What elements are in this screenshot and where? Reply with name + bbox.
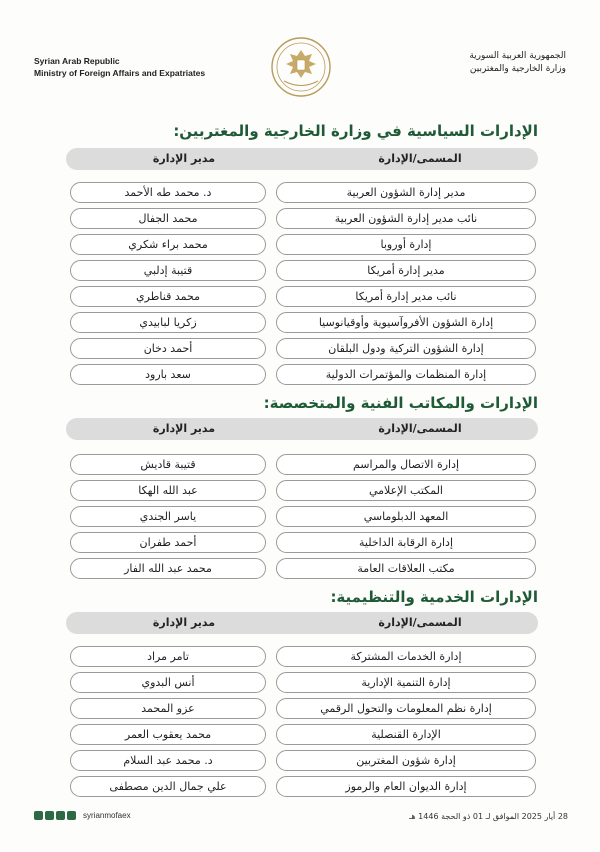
section-title-technical: الإدارات والمكاتب الفنية والمتخصصة:	[263, 394, 538, 412]
table-header	[66, 148, 538, 170]
department-title: نائب مدير إدارة الشؤون العربية	[276, 208, 536, 229]
ministry-emblem-icon	[270, 36, 332, 98]
department-title: إدارة الخدمات المشتركة	[276, 646, 536, 667]
table-row	[70, 532, 536, 553]
director-name: قتيبة قاديش	[70, 454, 266, 475]
director-name: أحمد طفران	[70, 532, 266, 553]
director-name: د. محمد طه الأحمد	[70, 182, 266, 203]
director-name: ياسر الجندي	[70, 506, 266, 527]
table-row	[70, 454, 536, 475]
column-title: المسمى/الإدارة	[378, 422, 462, 435]
section-title-services: الإدارات الخدمية والتنظيمية:	[330, 588, 538, 606]
table-row	[70, 646, 536, 667]
table-row	[70, 698, 536, 719]
telegram-icon[interactable]	[67, 811, 76, 820]
table-row	[70, 480, 536, 501]
table-header	[66, 612, 538, 634]
column-director: مدير الإدارة	[152, 422, 216, 435]
x-icon[interactable]	[45, 811, 54, 820]
department-title: إدارة التنمية الإدارية	[276, 672, 536, 693]
instagram-icon[interactable]	[34, 811, 43, 820]
director-name: محمد براء شكري	[70, 234, 266, 255]
department-title: إدارة الاتصال والمراسم	[276, 454, 536, 475]
table-header	[66, 418, 538, 440]
department-title: المعهد الدبلوماسي	[276, 506, 536, 527]
table-row	[70, 234, 536, 255]
table-row	[70, 260, 536, 281]
department-title: المكتب الإعلامي	[276, 480, 536, 501]
director-name: أحمد دخان	[70, 338, 266, 359]
column-director: مدير الإدارة	[152, 616, 216, 629]
table-row	[70, 776, 536, 797]
department-title: مكتب العلاقات العامة	[276, 558, 536, 579]
table-row	[70, 182, 536, 203]
director-name: علي جمال الدين مصطفى	[70, 776, 266, 797]
table-row	[70, 724, 536, 745]
director-name: عبد الله الهكا	[70, 480, 266, 501]
department-title: مدير إدارة أمريكا	[276, 260, 536, 281]
country-name-ar: الجمهورية العربية السورية	[469, 51, 566, 61]
director-name: عزو المحمد	[70, 698, 266, 719]
department-title: إدارة أوروبا	[276, 234, 536, 255]
director-name: زكريا لبابيدي	[70, 312, 266, 333]
table-row	[70, 558, 536, 579]
director-name: قتيبة إدلبي	[70, 260, 266, 281]
country-name-en: Syrian Arab Republic	[34, 56, 120, 66]
ministry-name-en: Ministry of Foreign Affairs and Expatriates	[34, 68, 206, 78]
column-director: مدير الإدارة	[152, 152, 216, 165]
column-title: المسمى/الإدارة	[378, 616, 462, 629]
director-name: تامر مراد	[70, 646, 266, 667]
social-handle[interactable]: syrianmofaex	[83, 811, 131, 820]
department-title: نائب مدير إدارة أمريكا	[276, 286, 536, 307]
english-letterhead	[34, 55, 205, 79]
department-title: الإدارة القنصلية	[276, 724, 536, 745]
facebook-icon[interactable]	[56, 811, 65, 820]
table-row	[70, 364, 536, 385]
ministry-name-ar: وزارة الخارجية والمغتربين	[469, 64, 566, 74]
social-links	[34, 811, 131, 820]
department-title: إدارة نظم المعلومات والتحول الرقمي	[276, 698, 536, 719]
letterhead	[0, 0, 600, 108]
table-row	[70, 312, 536, 333]
director-name: أنس البدوي	[70, 672, 266, 693]
director-name: د. محمد عبد السلام	[70, 750, 266, 771]
department-title: إدارة الشؤون الأفروآسيوية وأوقيانوسيا	[276, 312, 536, 333]
department-title: مدير إدارة الشؤون العربية	[276, 182, 536, 203]
table-row	[70, 672, 536, 693]
table-row	[70, 286, 536, 307]
table-row	[70, 506, 536, 527]
table-row	[70, 208, 536, 229]
column-title: المسمى/الإدارة	[378, 152, 462, 165]
department-title: إدارة الرقابة الداخلية	[276, 532, 536, 553]
department-title: إدارة الشؤون التركية ودول البلقان	[276, 338, 536, 359]
department-title: إدارة المنظمات والمؤتمرات الدولية	[276, 364, 536, 385]
director-name: محمد الجفال	[70, 208, 266, 229]
table-row	[70, 338, 536, 359]
publish-date: 28 أيار 2025 الموافق لـ 01 ذو الحجة 1446 هـ	[409, 812, 568, 821]
department-title: إدارة شؤون المغتربين	[276, 750, 536, 771]
director-name: محمد عبد الله الفار	[70, 558, 266, 579]
department-title: إدارة الديوان العام والرموز	[276, 776, 536, 797]
director-name: محمد قناطري	[70, 286, 266, 307]
director-name: محمد يعقوب العمر	[70, 724, 266, 745]
table-row	[70, 750, 536, 771]
section-title-political: الإدارات السياسية في وزارة الخارجية والمغتربين:	[173, 122, 538, 140]
footer	[0, 805, 600, 833]
arabic-letterhead	[469, 50, 566, 76]
director-name: سعد بارود	[70, 364, 266, 385]
